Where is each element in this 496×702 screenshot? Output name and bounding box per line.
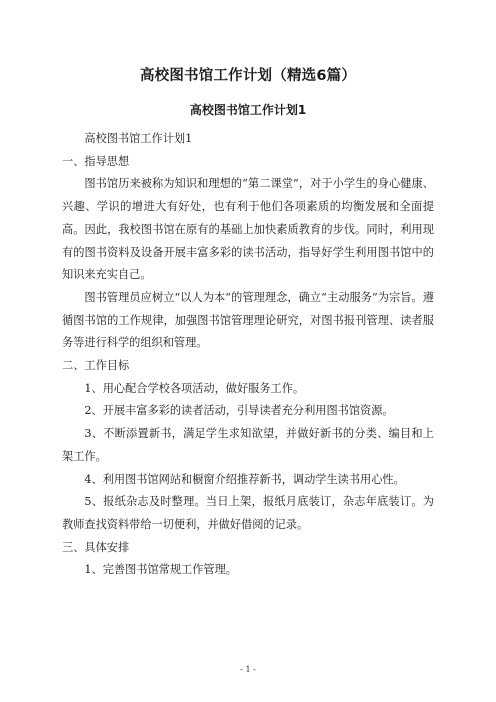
list-item-goal-1: 1、用心配合学校各项活动，做好服务工作。 [84, 381, 305, 395]
document-title: 高校图书馆工作计划（精选6篇） [139, 68, 357, 84]
list-item-goal-2: 2、开展丰富多彩的读者活动，引导读者充分利用图书馆资源。 [84, 404, 394, 418]
paragraph-management-concept: 图书管理员应树立“以人为本“的管理理念，确立“主动服务”为宗旨。遵循图书馆的工作规律，加强图书馆管理理论研究，对图书报刊管理、读者服务等进行科学的组织和管理。 [62, 290, 434, 350]
section-heading: 高校图书馆工作计划1 [189, 103, 307, 117]
list-item-goal-5: 5、报纸杂志及时整理。当日上架，报纸月底装订，杂志年底装订。为教师查找资料带给一切便利，并做好借阅的记录。 [62, 495, 434, 531]
list-item-goal-3: 3、不断添置新书，满足学生求知欲望，并做好新书的分类、编目和上架工作。 [62, 427, 434, 463]
section-heading-arrangements: 三、具体安排 [62, 540, 130, 554]
paragraph-guiding-ideology: 图书馆历来被称为知识和理想的“第二课堂”，对于小学生的身心健康、兴趣、学识的增进大有好处，也有利于他们各项素质的均衡发展和全面提高。因此，我校图书馆在原有的基础上加快素质教育的步伐。同时，利用现有的图书资料及设备开展丰富多彩的读书活动，指导好学生利用图书馆中的知识来充实自己。 [62, 177, 434, 282]
paragraph-heading-repeat: 高校图书馆工作计划1 [84, 132, 193, 145]
document-body [62, 128, 434, 582]
list-item-arrangement-1: 1、完善图书馆常规工作管理。 [84, 563, 237, 577]
section-heading-guiding-ideology: 一、指导思想 [62, 154, 130, 168]
section-heading-work-goals: 二、工作目标 [62, 359, 130, 373]
list-item-goal-4: 4、利用图书馆网站和橱窗介绍推荐新书，调动学生读书用心性。 [84, 472, 405, 486]
page-number: - 1 - [240, 665, 256, 674]
